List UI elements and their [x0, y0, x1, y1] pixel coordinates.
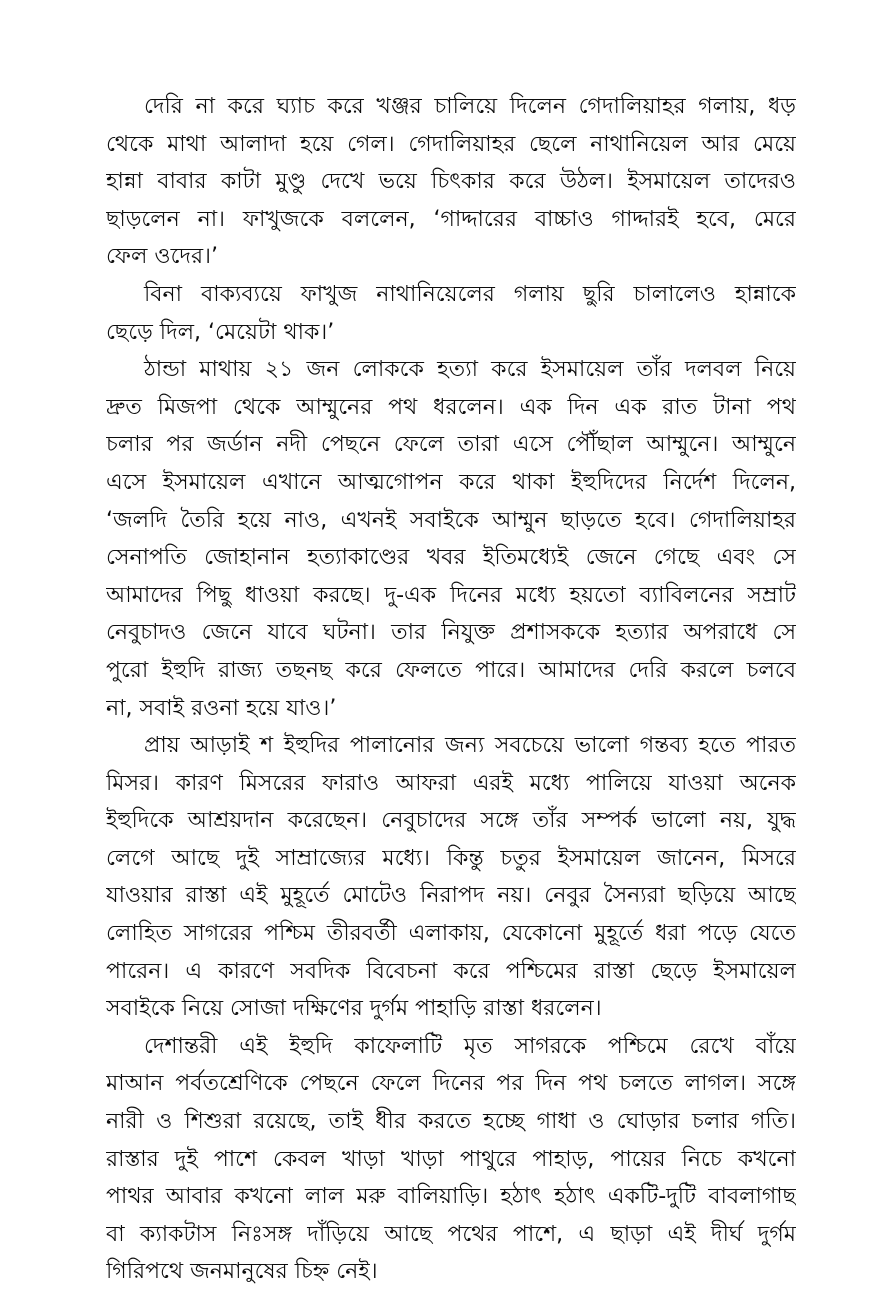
paragraph [106, 276, 796, 351]
text-line: সেনাপতি জোহানান হত্যাকাণ্ডের খবর ইতিমধ্যেই জেনে গেছে এবং সে [106, 545, 796, 571]
text-line: প্রায় আড়াই শ ইহুদির পালানোর জন্য সবচেয়ে ভালো গন্তব্য হতে পারত [144, 733, 796, 759]
text-line: ছাড়লেন না। ফাখুজকে বললেন, ‘গাদ্দারের বাচ্চাও গাদ্দারই হবে, মেরে [106, 206, 796, 232]
text-line: ‘জলদি তৈরি হয়ে নাও, এখনই সবাইকে আম্মুন ছাড়তে হবে। গেদালিয়াহর [106, 507, 796, 533]
paragraph [106, 88, 796, 276]
paragraph [106, 1028, 796, 1291]
text-line: নেবুচাদও জেনে যাবে ঘটনা। তার নিযুক্ত প্রশাসককে হত্যার অপরাধে সে [106, 620, 796, 646]
text-line: দেশান্তরী এই ইহুদি কাফেলাটি মৃত সাগরকে পশ্চিমে রেখে বাঁয়ে [144, 1033, 796, 1059]
text-line: এসে ইসমায়েল এখানে আত্মগোপন করে থাকা ইহুদিদের নির্দেশ দিলেন, [106, 469, 796, 495]
paragraph [106, 351, 796, 727]
text-line: ফেল ওদের।’ [106, 244, 218, 270]
text-line: ছেড়ে দিল, ‘মেয়েটা থাক।’ [106, 319, 335, 345]
text-line: দেরি না করে ঘ্যাচ করে খঞ্জর চালিয়ে দিলেন গেদালিয়াহর গলায়, ধড় [144, 94, 796, 119]
text-line: লেগে আছে দুই সাম্রাজ্যের মধ্যে। কিন্তু চতুর ইসমায়েল জানেন, মিসরে [106, 845, 796, 871]
text-line: গিরিপথে জনমানুষের চিহ্ন নেই। [106, 1259, 378, 1285]
text-line: ইহুদিকে আশ্রয়দান করেছেন। নেবুচাদের সঙ্গে তাঁর সম্পর্ক ভালো নয়, যুদ্ধ [106, 808, 796, 834]
text-line: পাথর আবার কখনো লাল মরু বালিয়াড়ি। হঠাৎ হঠাৎ একটি-দুটি বাবলাগাছ [106, 1184, 796, 1210]
text-line: মিসর। কারণ মিসরের ফারাও আফরা এরই মধ্যে পালিয়ে যাওয়া অনেক [106, 770, 796, 796]
text-line: যাওয়ার রাস্তা এই মুহূর্তে মোটেও নিরাপদ নয়। নেবুর সৈন্যরা ছড়িয়ে আছে [106, 883, 796, 909]
text-line: থেকে মাথা আলাদা হয়ে গেল। গেদালিয়াহর ছেলে নাথানিয়েল আর মেয়ে [106, 131, 796, 157]
text-line: পুরো ইহুদি রাজ্য তছনছ করে ফেলতে পারে। আমাদের দেরি করলে চলবে [106, 657, 796, 683]
text-line: ঠান্ডা মাথায় ২১ জন লোককে হত্যা করে ইসমায়েল তাঁর দলবল নিয়ে [144, 357, 796, 383]
text-line: রাস্তার দুই পাশে কেবল খাড়া খাড়া পাথুরে পাহাড়, পায়ের নিচে কখনো [106, 1146, 796, 1172]
text-line: মাআন পর্বতশ্রেণিকে পেছনে ফেলে দিনের পর দিন পথ চলতে লাগল। সঙ্গে [106, 1071, 796, 1097]
text-line: হান্না বাবার কাটা মুণ্ডু দেখে ভয়ে চিৎকার করে উঠল। ইসমায়েল তাদেরও [106, 169, 796, 195]
text-line: দ্রুত মিজপা থেকে আম্মুনের পথ ধরলেন। এক দিন এক রাত টানা পথ [106, 394, 796, 420]
text-line: বা ক্যাকটাস নিঃসঙ্গ দাঁড়িয়ে আছে পথের পাশে, এ ছাড়া এই দীর্ঘ দুর্গম [106, 1221, 796, 1247]
paragraph [106, 727, 796, 1028]
text-line: পারেন। এ কারণে সবদিক বিবেচনা করে পশ্চিমের রাস্তা ছেড়ে ইসমায়েল [106, 958, 796, 984]
text-line: সবাইকে নিয়ে সোজা দক্ষিণের দুর্গম পাহাড়ি রাস্তা ধরলেন। [106, 996, 602, 1022]
text-line: লোহিত সাগরের পশ্চিম তীরবর্তী এলাকায়, যেকোনো মুহূর্তে ধরা পড়ে যেতে [106, 921, 796, 947]
text-line: চলার পর জর্ডান নদী পেছনে ফেলে তারা এসে পৌঁছাল আম্মুনে। আম্মুনে [106, 432, 796, 458]
text-line: না, সবাই রওনা হয়ে যাও।’ [106, 695, 337, 721]
text-line: আমাদের পিছু ধাওয়া করছে। দু-এক দিনের মধ্যে হয়তো ব্যাবিলনের সম্রাট [106, 582, 796, 608]
text-line: বিনা বাক্যব্যয়ে ফাখুজ নাথানিয়েলের গলায় ছুরি চালালেও হান্নাকে [144, 281, 796, 307]
body-text [106, 88, 796, 1291]
text-line: নারী ও শিশুরা রয়েছে, তাই ধীর করতে হচ্ছে গাধা ও ঘোড়ার চলার গতি। [106, 1109, 796, 1135]
